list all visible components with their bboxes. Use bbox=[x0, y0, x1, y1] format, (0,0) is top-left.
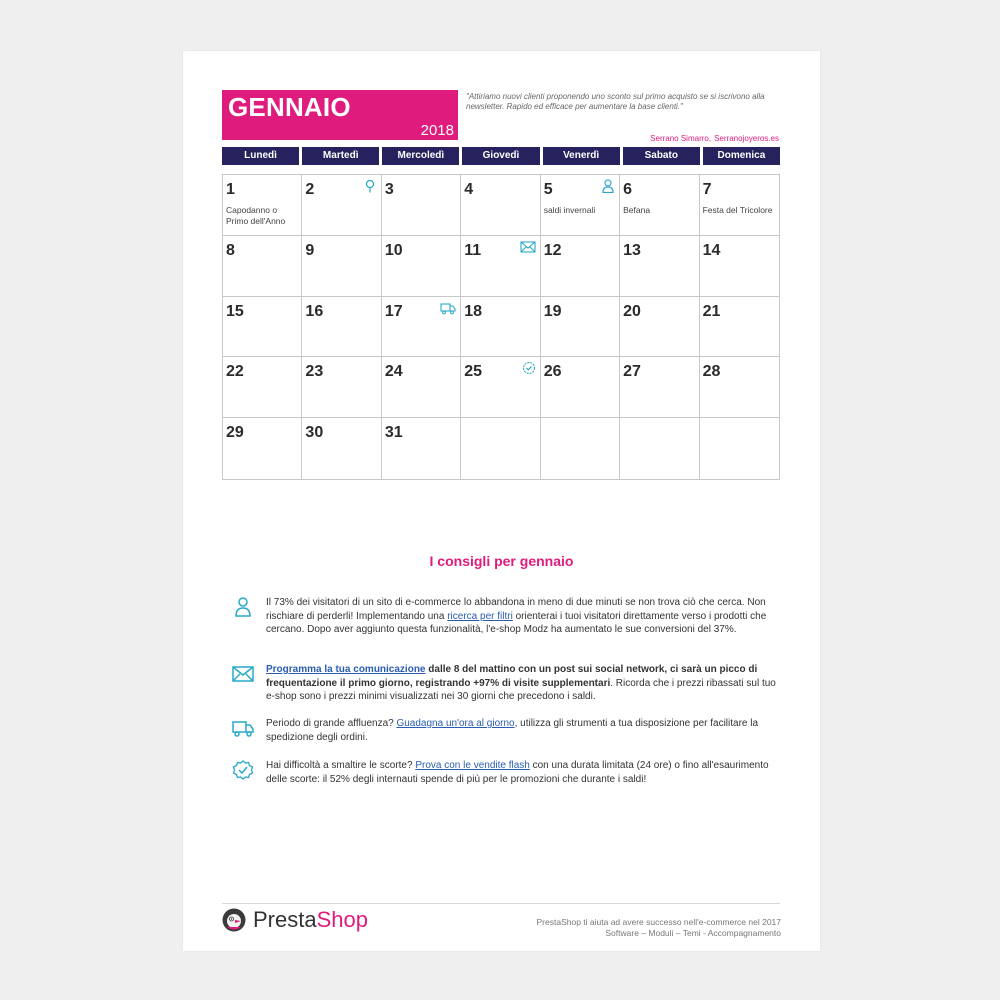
day-cell-5 bbox=[541, 175, 620, 236]
day-number: 9 bbox=[305, 241, 315, 259]
day-cell-30 bbox=[302, 418, 381, 479]
day-event: Befana bbox=[623, 205, 651, 215]
weekday-header bbox=[222, 147, 780, 165]
day-event: saldi invernali bbox=[543, 205, 596, 215]
testimonial-quote: "Attiriamo nuovi clienti proponendo uno sconto sul primo acquisto se si iscrivono alla newsletter. Rapido ed efficace per aumentare la base clienti." bbox=[466, 92, 765, 111]
day-number: 2 bbox=[305, 181, 315, 198]
credit-name: Serrano Simarro, bbox=[650, 134, 712, 143]
weekday-label: Martedì bbox=[302, 147, 379, 165]
weekday-label: Sabato bbox=[623, 147, 700, 165]
day-cell-6 bbox=[620, 175, 699, 236]
tip-text: Periodo di grande affluenza? bbox=[266, 718, 397, 729]
day-number: 13 bbox=[623, 241, 641, 259]
tip-paragraph bbox=[266, 663, 786, 704]
year-label: 2018 bbox=[420, 122, 454, 139]
day-number: 19 bbox=[543, 302, 562, 320]
day-cell-28 bbox=[700, 357, 779, 418]
envelope-icon bbox=[519, 240, 537, 254]
tip-text: . Ricorda che i prezzi ribassati sul tuo e-shop sono i prezzi minimi visualizzati nei 30 giorni che precedono i saldi. bbox=[266, 677, 776, 702]
day-cell-2 bbox=[302, 175, 381, 236]
weekday-label: Giovedì bbox=[462, 147, 539, 165]
logo-word-shop: Shop bbox=[316, 907, 368, 932]
user-icon bbox=[600, 179, 616, 193]
day-cell-18 bbox=[461, 297, 540, 358]
day-cell-10 bbox=[382, 236, 461, 297]
truck-icon bbox=[439, 301, 457, 315]
month-header bbox=[222, 90, 458, 140]
day-cell-26 bbox=[541, 357, 620, 418]
day-number: 31 bbox=[384, 424, 403, 442]
tip-paragraph bbox=[266, 759, 786, 786]
footer-divider bbox=[222, 903, 780, 904]
day-cell-9 bbox=[302, 236, 381, 297]
tip-text: , utilizza gli strumenti a tua disposizione per facilitare la spedizione degli ordini. bbox=[266, 718, 759, 743]
day-cell-24 bbox=[382, 357, 461, 418]
prestashop-logo bbox=[222, 907, 368, 933]
day-number: 27 bbox=[623, 363, 641, 381]
day-number: 25 bbox=[464, 363, 483, 381]
tip-link[interactable]: Guadagna un'ora al giorno bbox=[396, 718, 515, 729]
day-number: 8 bbox=[226, 241, 235, 259]
day-number: 30 bbox=[305, 424, 324, 442]
logo-wordmark bbox=[253, 907, 368, 933]
day-event: Festa del Tricolore bbox=[702, 205, 773, 215]
day-number: 6 bbox=[623, 181, 633, 198]
badge-check-icon bbox=[231, 759, 255, 781]
day-cell-1 bbox=[223, 175, 302, 236]
day-cell-25 bbox=[461, 357, 540, 418]
day-event: Capodanno o Primo dell'Anno bbox=[226, 205, 286, 226]
day-number: 28 bbox=[702, 363, 721, 381]
day-cell-21 bbox=[700, 297, 779, 358]
truck-icon bbox=[231, 717, 255, 739]
empty-day-cell bbox=[620, 418, 699, 479]
day-cell-22 bbox=[223, 357, 302, 418]
weekday-label: Domenica bbox=[703, 147, 780, 165]
tip-link[interactable]: Programma la tua comunicazione bbox=[266, 664, 426, 675]
day-cell-23 bbox=[302, 357, 381, 418]
puffin-logo-icon bbox=[222, 908, 246, 932]
logo-word-presta: Presta bbox=[253, 907, 317, 932]
day-number: 12 bbox=[543, 241, 562, 259]
day-cell-16 bbox=[302, 297, 381, 358]
calendar-page bbox=[183, 51, 820, 951]
day-number: 4 bbox=[464, 181, 474, 198]
day-number: 18 bbox=[464, 302, 483, 320]
day-number: 16 bbox=[305, 302, 324, 320]
day-cell-11 bbox=[461, 236, 540, 297]
day-cell-31 bbox=[382, 418, 461, 479]
day-number: 17 bbox=[384, 302, 403, 320]
day-number: 26 bbox=[543, 363, 562, 381]
day-number: 20 bbox=[623, 302, 641, 320]
day-cell-20 bbox=[620, 297, 699, 358]
day-number: 15 bbox=[226, 302, 244, 320]
day-number: 29 bbox=[226, 424, 244, 442]
tip-text-bold: dalle 8 del mattino con un post sui social network, ci sarà un picco di frequentazione il primo giorno, registrando +97% di visite supplementari bbox=[266, 664, 758, 689]
day-cell-15 bbox=[223, 297, 302, 358]
month-title: GENNAIO bbox=[228, 92, 351, 122]
day-number: 14 bbox=[702, 241, 721, 259]
tip-link[interactable]: Prova con le vendite flash bbox=[415, 760, 530, 771]
tip-text: con una durata limitata (24 ore) o fino all'esaurimento delle scorte: il 52% degli internauti spende di più per le promozioni che durante i saldi! bbox=[266, 760, 769, 785]
empty-day-cell bbox=[700, 418, 779, 479]
pin-icon bbox=[362, 179, 378, 193]
tip-text: orienterai i tuoi visitatori direttamente verso i prodotti che cercano. Dopo aver aggiunto questa funzionalità, l'e-shop Modz ha aumentato le sue conversioni del 37%. bbox=[266, 610, 767, 635]
weekday-label: Venerdì bbox=[543, 147, 620, 165]
tip-link[interactable]: ricerca per filtri bbox=[447, 610, 513, 622]
empty-day-cell bbox=[541, 418, 620, 479]
calendar-grid bbox=[222, 174, 780, 480]
footer-line2: Software – Moduli – Temi - Accompagnamento bbox=[605, 928, 781, 938]
day-number: 3 bbox=[384, 181, 394, 198]
day-number: 23 bbox=[305, 363, 324, 381]
day-cell-29 bbox=[223, 418, 302, 479]
day-number: 11 bbox=[464, 241, 482, 259]
footer-tagline bbox=[537, 917, 781, 939]
user-icon bbox=[231, 596, 255, 618]
day-number: 7 bbox=[702, 181, 712, 198]
day-cell-12 bbox=[541, 236, 620, 297]
tip-paragraph bbox=[266, 717, 786, 744]
footer-line1: PrestaShop ti aiuta ad avere successo nell'e-commerce nel 2017 bbox=[536, 917, 781, 927]
day-cell-4 bbox=[461, 175, 540, 236]
tip-paragraph bbox=[266, 596, 786, 637]
envelope-icon bbox=[231, 663, 255, 685]
day-cell-19 bbox=[541, 297, 620, 358]
tip-text: Hai difficoltà a smaltire le scorte? bbox=[266, 760, 416, 771]
day-number: 10 bbox=[384, 241, 403, 259]
weekday-label: Lunedì bbox=[222, 147, 299, 165]
testimonial-credit bbox=[647, 134, 779, 143]
day-cell-13 bbox=[620, 236, 699, 297]
day-cell-8 bbox=[223, 236, 302, 297]
day-cell-17 bbox=[382, 297, 461, 358]
tips-title: I consigli per gennaio bbox=[429, 553, 574, 569]
day-number: 21 bbox=[702, 302, 721, 320]
weekday-label: Mercoledì bbox=[382, 147, 459, 165]
tip-text: Il 73% dei visitatori di un sito di e-commerce lo abbandona in meno di due minuti se non trova ciò che cerca. Non rischiare di perderli! Implementando una bbox=[266, 597, 766, 622]
day-number: 24 bbox=[384, 363, 403, 381]
day-cell-14 bbox=[700, 236, 779, 297]
day-cell-3 bbox=[382, 175, 461, 236]
day-cell-27 bbox=[620, 357, 699, 418]
empty-day-cell bbox=[461, 418, 540, 479]
day-number: 5 bbox=[543, 181, 553, 198]
badge-check-icon bbox=[521, 361, 537, 375]
day-number: 22 bbox=[226, 363, 244, 381]
credit-site: Serranojoyeros.es bbox=[714, 134, 779, 143]
day-number: 1 bbox=[226, 181, 235, 198]
day-cell-7 bbox=[700, 175, 779, 236]
